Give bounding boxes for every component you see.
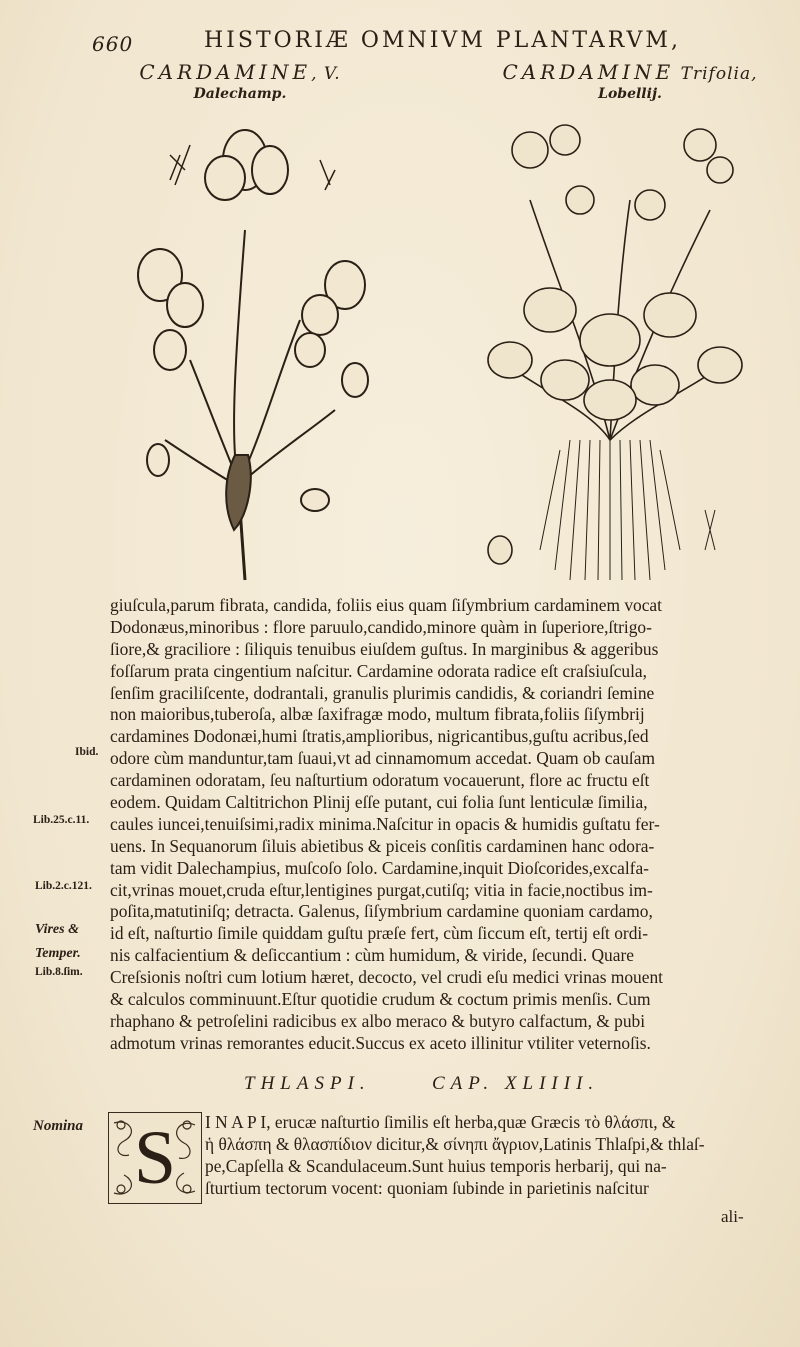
text-line: cit,vrinas mouet,cruda eſtur,lentigines purgat,cutiſq; vitia in facie,noctibus im- xyxy=(110,879,653,900)
text-line: tam vidit Dalechampius, muſcoſo ſolo. Cardamine,inquit Dioſcorides,excalfa- xyxy=(110,857,649,878)
margin-note-ibid: Ibid. xyxy=(75,746,99,758)
text-line: foſſarum prata cingentium naſcitur. Cardamine odorata radice eſt craſsiuſcula, xyxy=(110,660,647,681)
initial-letter: S xyxy=(133,1115,177,1200)
caption-left xyxy=(115,60,365,102)
main-text-block xyxy=(110,595,770,1055)
text-line: eodem. Quidam Caltitrichon Plinij eſſe putant, cui folia ſunt lenticulæ ſimilia, xyxy=(110,792,648,813)
text-line: rhaphano & petroſelini radicibus ex albo meraco & butyro calfactum, & pubi xyxy=(110,1010,646,1031)
text-line: & calculos comminuunt.Eſtur quotidie crudum & coctum primis menſis. Cum xyxy=(110,989,651,1010)
caption-right-name: CARDAMINE xyxy=(502,60,675,84)
margin-note-nomina: Nomina xyxy=(33,1118,84,1134)
text-line: poſita,matutiniſq; detracta. Galenus, ſiſymbrium cardamine quoniam cardamo, xyxy=(110,901,653,922)
catchword: ali- xyxy=(721,1207,744,1226)
caption-right-suffix: Trifolia, xyxy=(674,64,758,84)
page-number: 660 xyxy=(92,32,134,56)
running-header xyxy=(0,28,800,58)
margin-note-lib-2: Lib.2.c.121. xyxy=(35,880,92,892)
margin-note-vires: Vires & xyxy=(35,922,79,937)
text-line: ſiore,& graciliore : ſiliquis tenuibus eiuſdem guſtus. In marginibus & aggeribus xyxy=(110,638,659,659)
caption-right-author: Lobellij. xyxy=(598,86,662,102)
text-line: uens. In Sequanorum ſiluis abietibus & piceis conſitis cardaminen hanc odora- xyxy=(110,835,655,856)
text-line: Creſsionis noſtri cum lotium hæret, decocto, vel crudi eſu medici vrinas mouent xyxy=(110,967,664,988)
text-line: cardaminen odoratam, ſeu naſturtium odoratum vocauerunt, flore ac fructu eſt xyxy=(110,770,650,791)
text-line: id eſt, naſturtio ſimile quiddam guſtu præſe fert, cùm ſiccum eſt, tertij eſt ordi- xyxy=(110,923,649,944)
margin-note-lib-25: Lib.25.c.11. xyxy=(33,814,90,826)
margin-note-temper: Temper. xyxy=(35,946,81,961)
chapter-number: CAP. XLIIII. xyxy=(432,1073,600,1094)
text-line: nis calfacientium & deſiccantium : cùm humidum, & viride, ſecundi. Quare xyxy=(110,945,634,966)
caption-left-author: Dalechamp. xyxy=(193,86,287,102)
caption-left-suffix: , V. xyxy=(311,64,341,84)
text-line: admotum vrinas remorantes educit.Succus ex aceto illinitur vtiliter veternoſis. xyxy=(110,1032,651,1053)
margin-note-lib-8: Lib.8.ſim. xyxy=(35,966,83,978)
text-line: giuſcula,parum fibrata, candida, foliis eius quam ſiſymbrium cardaminem vocat xyxy=(110,595,662,615)
text-line: ſturtium tectorum vocent: quoniam ſubinde in parietinis naſcitur xyxy=(205,1178,649,1198)
caption-right xyxy=(480,60,780,102)
caption-left-name: CARDAMINE xyxy=(139,60,312,84)
running-title: HISTORIÆ OMNIVM PLANTARVM, xyxy=(204,28,681,53)
cardamine-trifolia-woodcut-illustration xyxy=(470,110,760,590)
decorated-initial xyxy=(108,1112,202,1204)
text-line: non maioribus,tuberoſa, albæ ſaxifragæ modo, multum fibrata,foliis ſiſymbrij xyxy=(110,704,645,725)
text-line: caules iuncei,tenuiſsimi,radix minima.Naſcitur in opacis & humidis guſtatu fer- xyxy=(110,813,660,834)
text-line: ἡ θλάσπη & θλασπίδιον dicitur,& σίνηπι ἄγριον,Latinis Thlaſpi,& thlaſ- xyxy=(205,1134,705,1154)
text-line: pe,Capſella & Scandulaceum.Sunt huius temporis herbarij, qui na- xyxy=(205,1156,667,1176)
text-line: I N A P I, erucæ naſturtio ſimilis eſt herba,quæ Græcis τὸ θλάσπι, & xyxy=(205,1112,676,1132)
chapter-text-block xyxy=(205,1111,770,1199)
text-line: Dodonæus,minoribus : flore paruulo,candido,minore quàm in ſuperiore,ſtrigo- xyxy=(110,616,652,637)
text-line: ſenſim graciliſcente, dodrantali, granulis plurimis candidis, & coriandri ſemine xyxy=(110,682,655,703)
cardamine-woodcut-illustration xyxy=(130,110,390,590)
text-line: odore cùm manduntur,tam ſuaui,vt ad cinnamomum accedat. Quam ob cauſam xyxy=(110,748,656,769)
chapter-title: THLASPI. xyxy=(244,1073,371,1094)
text-line: cardamines Dodonæi,humi ſtratis,amplioribus, nigricantibus,guſtu acribus,ſed xyxy=(110,726,649,747)
